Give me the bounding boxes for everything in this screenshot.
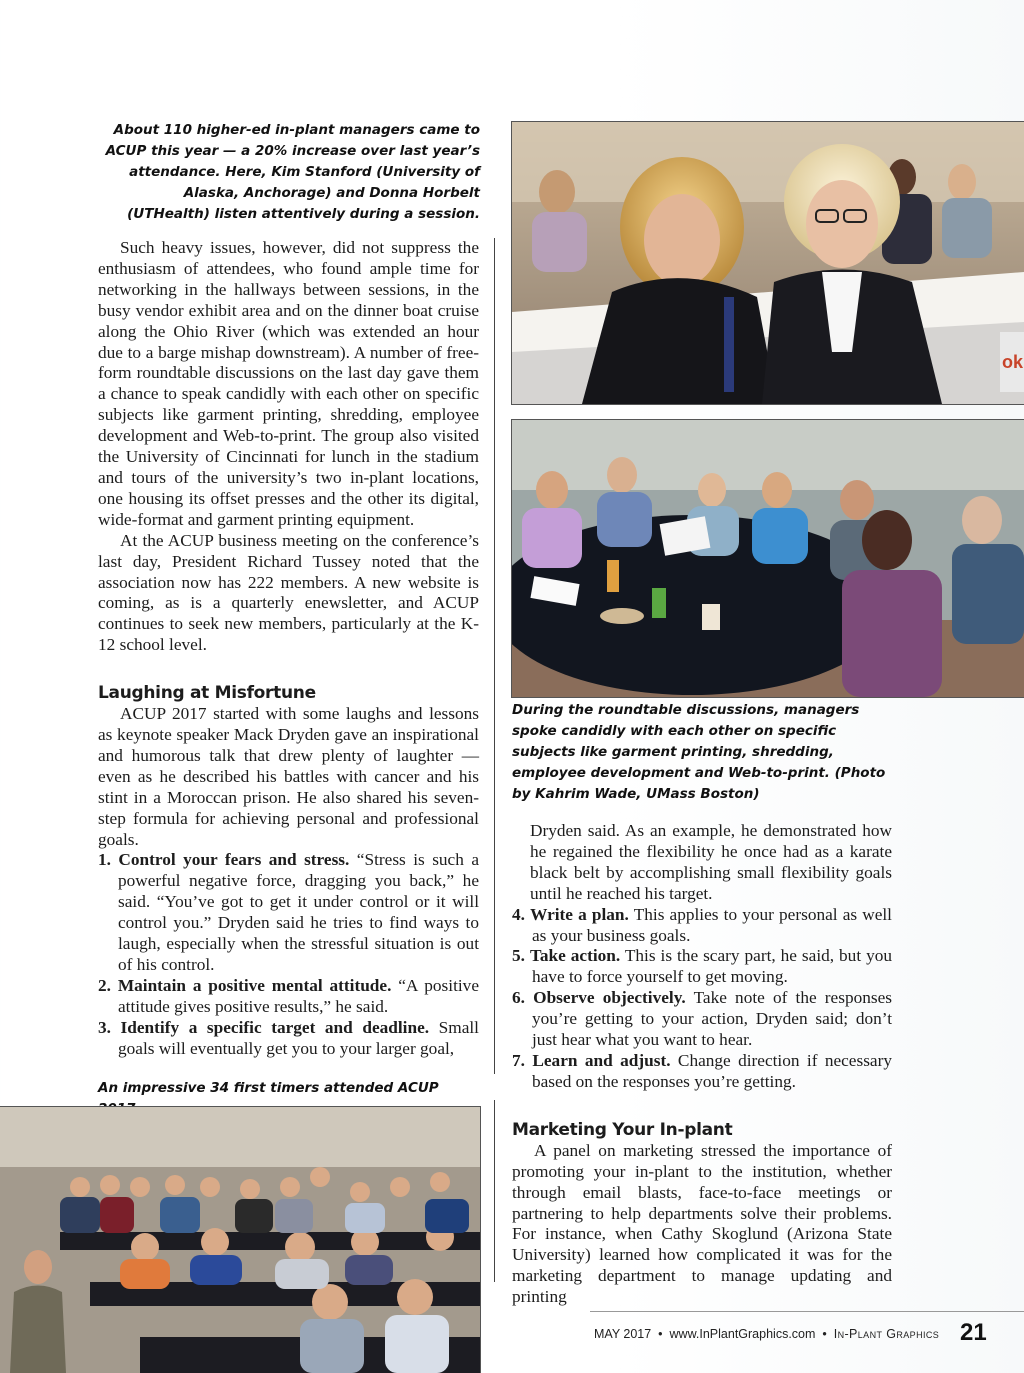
heading-marketing-your-in-plant: Marketing Your In-plant — [512, 1119, 733, 1140]
goal-list-item — [512, 988, 892, 1051]
footer-bullet: • — [658, 1327, 663, 1341]
footer — [594, 1327, 939, 1341]
caption-roundtable-photo: During the roundtable discussions, managers spoke candidly with each other on specific subjects like garment printing, shredding, employee development and Web-to-print. (Photo by Kahrim Wade, UMass Boston) — [512, 702, 886, 802]
goal-number: 2. — [98, 975, 111, 995]
goal-title: Maintain a positive mental attitude. — [117, 975, 392, 995]
caption-top-photo: About 110 higher-ed in-plant managers came to ACUP this year — a 20% increase over last year’s attendance. Here, Kim Stanford (University of Alaska, Anchorage) and Donna Horbelt (UTHealth) listen attentively during a session. — [105, 122, 480, 222]
goal-title: Control your fears and stress. — [118, 850, 350, 870]
goal-title: Learn and adjust. — [532, 1050, 671, 1070]
left-column — [98, 238, 479, 1060]
caption-first-timers-photo: An impressive 34 first timers attended ACUP — [98, 1080, 439, 1096]
can-label: ok — [1002, 352, 1024, 372]
goal-title: Observe objectively. — [533, 988, 686, 1008]
goal-number: 4. — [512, 904, 525, 924]
goals-list-part1 — [98, 850, 479, 1059]
goal-description: This applies to your personal as well as your business goals. — [532, 904, 892, 945]
goal-number: 1. — [98, 850, 111, 870]
goal-number: 6. — [512, 988, 525, 1008]
goal-number: 5. — [512, 946, 525, 966]
photo-attendees-listening — [511, 121, 1024, 405]
goal-list-item — [512, 905, 892, 947]
footer-url[interactable]: www.InPlantGraphics.com — [669, 1327, 816, 1341]
photo-roundtable-discussion — [511, 419, 1024, 698]
goal-number: 3. — [98, 1017, 111, 1037]
goal-title: Write a plan. — [530, 904, 629, 924]
footer-bullet: • — [822, 1327, 827, 1341]
goals-list-part2 — [512, 905, 892, 1093]
paragraph-keynote: ACUP 2017 started with some laughs and lessons as keynote speaker Mack Dryden gave an inspirational and humorous talk that drew plenty of laughter — even as he described his battles with cancer and his stint in a Moroccan prison. He also shared his seven-step formula for achieving personal and professional goals. — [98, 704, 479, 849]
goal-description: Change direction if necessary based on the responses you’re getting. — [532, 1050, 892, 1091]
goal-title: Identify a specific target and deadline. — [120, 1017, 430, 1037]
footer-date: MAY 2017 — [594, 1327, 652, 1341]
paragraph-networking: Such heavy issues, however, did not suppress the enthusiasm of attendees, who found ample time for networking in the hallways between sessions, in the busy vendor exhibit area and on the dinner boat cruise along the Ohio River (which was extended an hour due to a barge mishap downstream). A number of free-form roundtable discussions on the last day gave them a chance to speak candidly with each other on specific subjects like garment printing, shredding, employee development and Web-to-print. The group also visited the University of Cincinnati for lunch in the stadium and tours of the university’s two in-plant locations, one housing its offset presses and the other its digital, wide-format and garment printing equipment. — [98, 238, 479, 529]
photo-first-timers — [0, 1106, 481, 1373]
goal-description: “Stress is such a powerful negative force, dragging you back,” he said. “You’ve got to get it under control or it will control you.” Dryden said he tries to find ways to laugh, especially when the stressful situation is out of his control. — [118, 850, 479, 974]
goal-list-item — [98, 850, 479, 975]
page-number: 21 — [960, 1319, 987, 1346]
goal-list-item — [98, 976, 479, 1018]
paragraph-continuation: Dryden said. As an example, he demonstrated how he regained the flexibility he once had as a karate black belt by accomplishing small flexibility goals until he reached his target. — [530, 821, 892, 903]
goal-list-item — [512, 1051, 892, 1093]
goal-title: Take action. — [529, 946, 621, 966]
goal-number: 7. — [512, 1050, 525, 1070]
column-rule-lower — [494, 1100, 495, 1282]
goal-description: “A positive attitude gives positive results,” he said. — [118, 975, 479, 1016]
paragraph-marketing: A panel on marketing stressed the importance of promoting your in-plant to the institution, whether through email blasts, face-to-face meetings or partnering to help departments solve their problems. For instance, when Cathy Skoglund (Arizona State University) learned how complicated it was for the marketing department to manage updating and printing — [512, 1140, 892, 1307]
goal-list-item — [98, 1018, 479, 1060]
goal-description: Small goals will eventually get you to your larger goal, — [118, 1017, 479, 1058]
goal-description: This is the scary part, he said, but you have to force yourself to get moving. — [532, 946, 892, 987]
footer-brand: In-Plant Graphics — [833, 1327, 940, 1341]
footer-rule — [590, 1311, 1024, 1312]
heading-laughing-at-misfortune: Laughing at Misfortune — [98, 683, 316, 704]
goal-list-item — [512, 946, 892, 988]
column-rule-upper — [494, 238, 495, 1074]
goal-description: Take note of the responses you’re getting to your action, Dryden said; don’t just hear what you want to hear. — [532, 988, 892, 1050]
paragraph-business-meeting: At the ACUP business meeting on the conference’s last day, President Richard Tussey noted that the association now has 222 members. A new website is coming, as is a quarterly enewsletter, and ACUP continues to seek new members, particularly at the K-12 school level. — [98, 530, 479, 655]
right-column — [512, 821, 892, 1308]
